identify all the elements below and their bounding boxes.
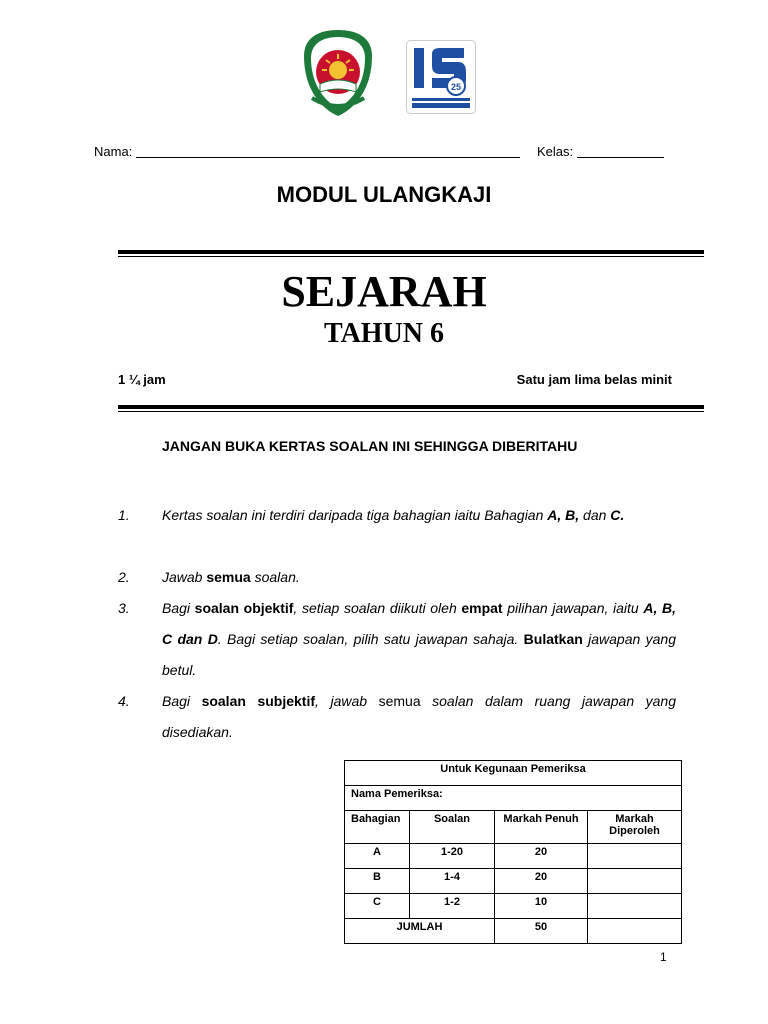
table-title-row bbox=[345, 761, 682, 786]
subject-title: SEJARAH bbox=[281, 267, 487, 316]
table-row bbox=[345, 894, 682, 919]
examiner-name-row bbox=[345, 786, 682, 811]
table-header-row bbox=[345, 811, 682, 844]
instruction-1: 1. Kertas soalan ini terdiri daripada tiga bahagian iaitu Bahagian A, B, dan C. bbox=[118, 500, 676, 531]
duration-short: 1 ¼ jam bbox=[118, 372, 166, 387]
cell-markah-penuh: 10 bbox=[495, 894, 588, 919]
nama-field[interactable] bbox=[136, 143, 520, 158]
page-number: 1 bbox=[660, 950, 667, 964]
total-value: 50 bbox=[495, 919, 588, 944]
table-title: Untuk Kegunaan Pemeriksa bbox=[345, 761, 682, 786]
instruction-3: 3. Bagi soalan objektif, setiap soalan diikuti oleh empat pilihan jawapan, iaitu A, B, C dan D. Bagi setiap soalan, pilih satu jawapan sahaja. Bulatkan jawapan yang betul. bbox=[118, 593, 676, 686]
instruction-number: 2. bbox=[118, 569, 130, 585]
header-markah-penuh: Markah Penuh bbox=[495, 811, 588, 844]
cell-markah-diperoleh[interactable] bbox=[588, 844, 682, 869]
cell-bahagian: B bbox=[345, 869, 410, 894]
total-row bbox=[345, 919, 682, 944]
svg-text:25: 25 bbox=[450, 82, 462, 92]
instruction-number: 4. bbox=[118, 693, 130, 709]
instruction-number: 1. bbox=[118, 507, 130, 523]
kelas-field[interactable] bbox=[577, 143, 664, 158]
total-obtained[interactable] bbox=[588, 919, 682, 944]
is25-logo bbox=[406, 40, 476, 114]
header-soalan: Soalan bbox=[410, 811, 495, 844]
cell-soalan: 1-2 bbox=[410, 894, 495, 919]
divider-top bbox=[118, 250, 704, 257]
instruction-number: 3. bbox=[118, 600, 130, 616]
cell-markah-diperoleh[interactable] bbox=[588, 894, 682, 919]
instruction-2: 2. Jawab semua soalan. bbox=[118, 562, 676, 593]
total-label: JUMLAH bbox=[345, 919, 495, 944]
cell-markah-penuh: 20 bbox=[495, 844, 588, 869]
cell-markah-diperoleh[interactable] bbox=[588, 869, 682, 894]
instruction-4: 4. Bagi soalan subjektif, jawab semua soalan dalam ruang jawapan yang disediakan. bbox=[118, 686, 676, 748]
duration-long: Satu jam lima belas minit bbox=[516, 372, 672, 387]
module-title: MODUL ULANGKAJI bbox=[276, 182, 492, 207]
cell-bahagian: A bbox=[345, 844, 410, 869]
warning-text: JANGAN BUKA KERTAS SOALAN INI SEHINGGA DIBERITAHU bbox=[162, 438, 578, 454]
kelas-label: Kelas: bbox=[537, 144, 574, 159]
divider-bottom bbox=[118, 405, 704, 412]
cell-soalan: 1-20 bbox=[410, 844, 495, 869]
school-crest-logo bbox=[300, 28, 376, 118]
cell-bahagian: C bbox=[345, 894, 410, 919]
header-markah-diperoleh: Markah Diperoleh bbox=[588, 811, 682, 844]
header-bahagian: Bahagian bbox=[345, 811, 410, 844]
table-row bbox=[345, 869, 682, 894]
cell-soalan: 1-4 bbox=[410, 869, 495, 894]
year-title: TAHUN 6 bbox=[323, 318, 445, 349]
examiner-table bbox=[344, 760, 682, 944]
table-row bbox=[345, 844, 682, 869]
examiner-name-field[interactable]: Nama Pemeriksa: bbox=[345, 786, 682, 811]
cell-markah-penuh: 20 bbox=[495, 869, 588, 894]
nama-label: Nama: bbox=[94, 144, 133, 159]
